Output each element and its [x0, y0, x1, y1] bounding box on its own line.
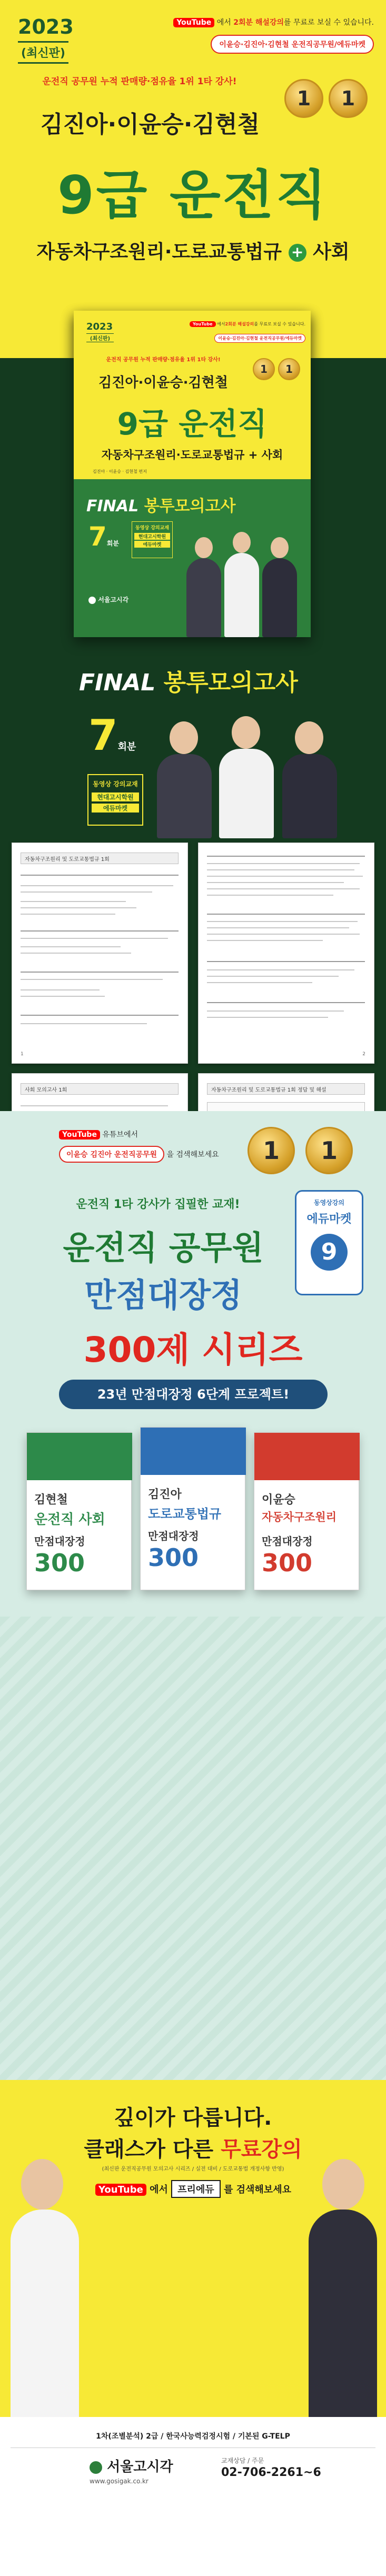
book-green-panel — [74, 479, 311, 637]
sample-page-4: 자동차구조원리 및 도로교통법규 1회 정답 및 해설 — [198, 1073, 374, 1294]
book-medal-2: 1 — [278, 358, 300, 380]
free-lecture-section — [0, 2080, 386, 2417]
series-title-1: 운전직 공무원 — [63, 1228, 264, 1267]
series-bottom-band — [0, 1617, 386, 2080]
lecturer-right — [309, 2210, 377, 2420]
channel-pill: 이윤승·김진아·김현철 운전직공무원/에듀마켓 — [200, 35, 374, 54]
book-title: 9급 운전직 — [117, 406, 268, 442]
edumarket-badge: 동영상강의 에듀마켓 9 — [295, 1190, 363, 1295]
series-medal-2: 1 — [305, 1127, 353, 1174]
book-teacher-3 — [262, 558, 297, 637]
book-channel-pill: 이윤승·김진아·김현철 운전직공무원/에듀마켓 — [184, 332, 305, 343]
book-badge: 동영상 강의교재 현대고시학원 에듀마켓 — [132, 521, 173, 558]
book-medal-1: 1 — [253, 358, 275, 380]
series-section — [0, 1111, 386, 2080]
book-teacher-2-head — [233, 532, 251, 553]
medal-1: 1 — [284, 79, 323, 118]
year-badge — [18, 16, 76, 64]
final-banner: FINAL 봉투모의고사 — [79, 669, 298, 696]
main-subtitle: 자동차구조원리·도로교통법규 + 사회 — [36, 241, 350, 263]
lecture-sub: (최신판 운전직공무원 모의고사 시리즈 / 실전 대비 / 도로교통법 개정사항 반영) — [102, 2166, 284, 2172]
edition-text: (최신판) — [18, 41, 68, 64]
book-youtube-line: YouTube 에서2회분 해설강의를 무료로 보실 수 있습니다. — [163, 321, 305, 327]
book-teacher-1-head — [195, 537, 213, 558]
contact-block: 교재상담 / 주문 02-706-2261~6 — [221, 2457, 321, 2479]
exam-line: 1차(조별분석) 2급 / 한국사능력검정시험 / 기본된 G-TELP — [96, 2432, 290, 2441]
final-count: 7회분 — [88, 711, 136, 760]
book-teacher-2 — [224, 553, 259, 637]
sample-page-1: 자동차구조원리 및 도로교통법규 1회 1 — [12, 843, 188, 1064]
book-year: 2023 (최신판) — [86, 321, 113, 342]
lecture-line-2: 클래스가 다른 무료강의 — [84, 2137, 302, 2162]
lecture-line-1: 깊이가 다릅니다. — [114, 2106, 272, 2130]
lecturer-left — [11, 2210, 79, 2420]
lecturer-right-head — [322, 2159, 364, 2210]
series-search-pill: 이윤승 김진아 운전직공무원 을 검색해보세요 — [59, 1146, 219, 1163]
series-book-1: 김현철 운전직 사회 만점대장정 300 — [26, 1432, 132, 1590]
series-medal-1: 1 — [248, 1127, 295, 1174]
hero-section — [0, 0, 386, 358]
publisher-block — [90, 2456, 173, 2485]
book-tagline: 운전직 공무원 누적 판매량·점유율 1위 1타 강사! — [106, 357, 221, 363]
final-badge: 동영상 강의교재 현대고시학원 에듀마켓 — [87, 774, 143, 826]
sample-page-2: 2 — [198, 843, 374, 1064]
lecturer-left-head — [21, 2159, 63, 2210]
series-title-2: 만점대장정 — [84, 1276, 242, 1314]
series-book-2: 김진아 도로교통법규 만점대장정 300 — [140, 1427, 245, 1590]
book-publisher: 서울고시각 — [88, 595, 128, 604]
publisher-logo-icon — [90, 2461, 102, 2474]
series-banner: 23년 만점대장정 6단계 프로젝트! — [59, 1380, 328, 1409]
book-author-small: 김진아 · 이윤승 · 김현철 편저 — [93, 469, 147, 474]
teacher-2 — [219, 749, 274, 838]
series-book-3: 이윤승 자동차구조원리 만점대장정 300 — [254, 1432, 359, 1590]
teacher-1-head — [170, 721, 198, 754]
book-cover — [74, 311, 311, 637]
teacher-2-head — [232, 716, 260, 749]
series-title-3: 300제 시리즈 — [83, 1330, 303, 1370]
footer — [0, 2417, 386, 2576]
book-subtitle: 자동차구조원리·도로교통법규 + 사회 — [101, 449, 283, 461]
book-showcase-section — [0, 321, 386, 1111]
book-final-title: FINAL 봉투모의고사 — [86, 497, 236, 516]
tagline: 운전직 공무원 누적 판매량·점유율 1위 1타 강사! — [42, 76, 237, 87]
sample-page-3: 사회 모의고사 1회 — [12, 1073, 188, 1294]
teacher-3-head — [295, 721, 323, 754]
series-headline: 운전직 1타 강사가 집필한 교재! — [76, 1198, 240, 1211]
book-count: 7회분 — [88, 521, 119, 552]
teacher-3 — [282, 754, 337, 838]
phone-number[interactable]: 02-706-2261~6 — [221, 2466, 321, 2479]
book-authors: 김진아·이윤승·김현철 — [98, 375, 228, 391]
main-title: 9급 운전직 — [57, 164, 329, 226]
lecture-youtube-cta[interactable]: YouTube 에서 프리에듀 를 검색해보세요 — [91, 2180, 296, 2198]
medal-2: 1 — [329, 79, 368, 118]
publisher-url[interactable]: www.gosigak.co.kr — [90, 2478, 149, 2485]
book-teacher-3-head — [271, 537, 289, 558]
book-teacher-1 — [186, 558, 221, 637]
publisher-logo: 서울고시각 — [90, 2456, 173, 2475]
series-youtube-search: YouTube 유튜브에서 — [59, 1129, 138, 1140]
youtube-notice: YouTube 에서 2회분 해설강의를 무료로 보실 수 있습니다. — [153, 17, 374, 27]
teacher-1 — [157, 754, 212, 838]
year-text: 2023 — [18, 15, 74, 38]
youtube-logo: YouTube — [173, 18, 214, 27]
authors: 김진아·이윤승·김현철 — [41, 111, 260, 138]
